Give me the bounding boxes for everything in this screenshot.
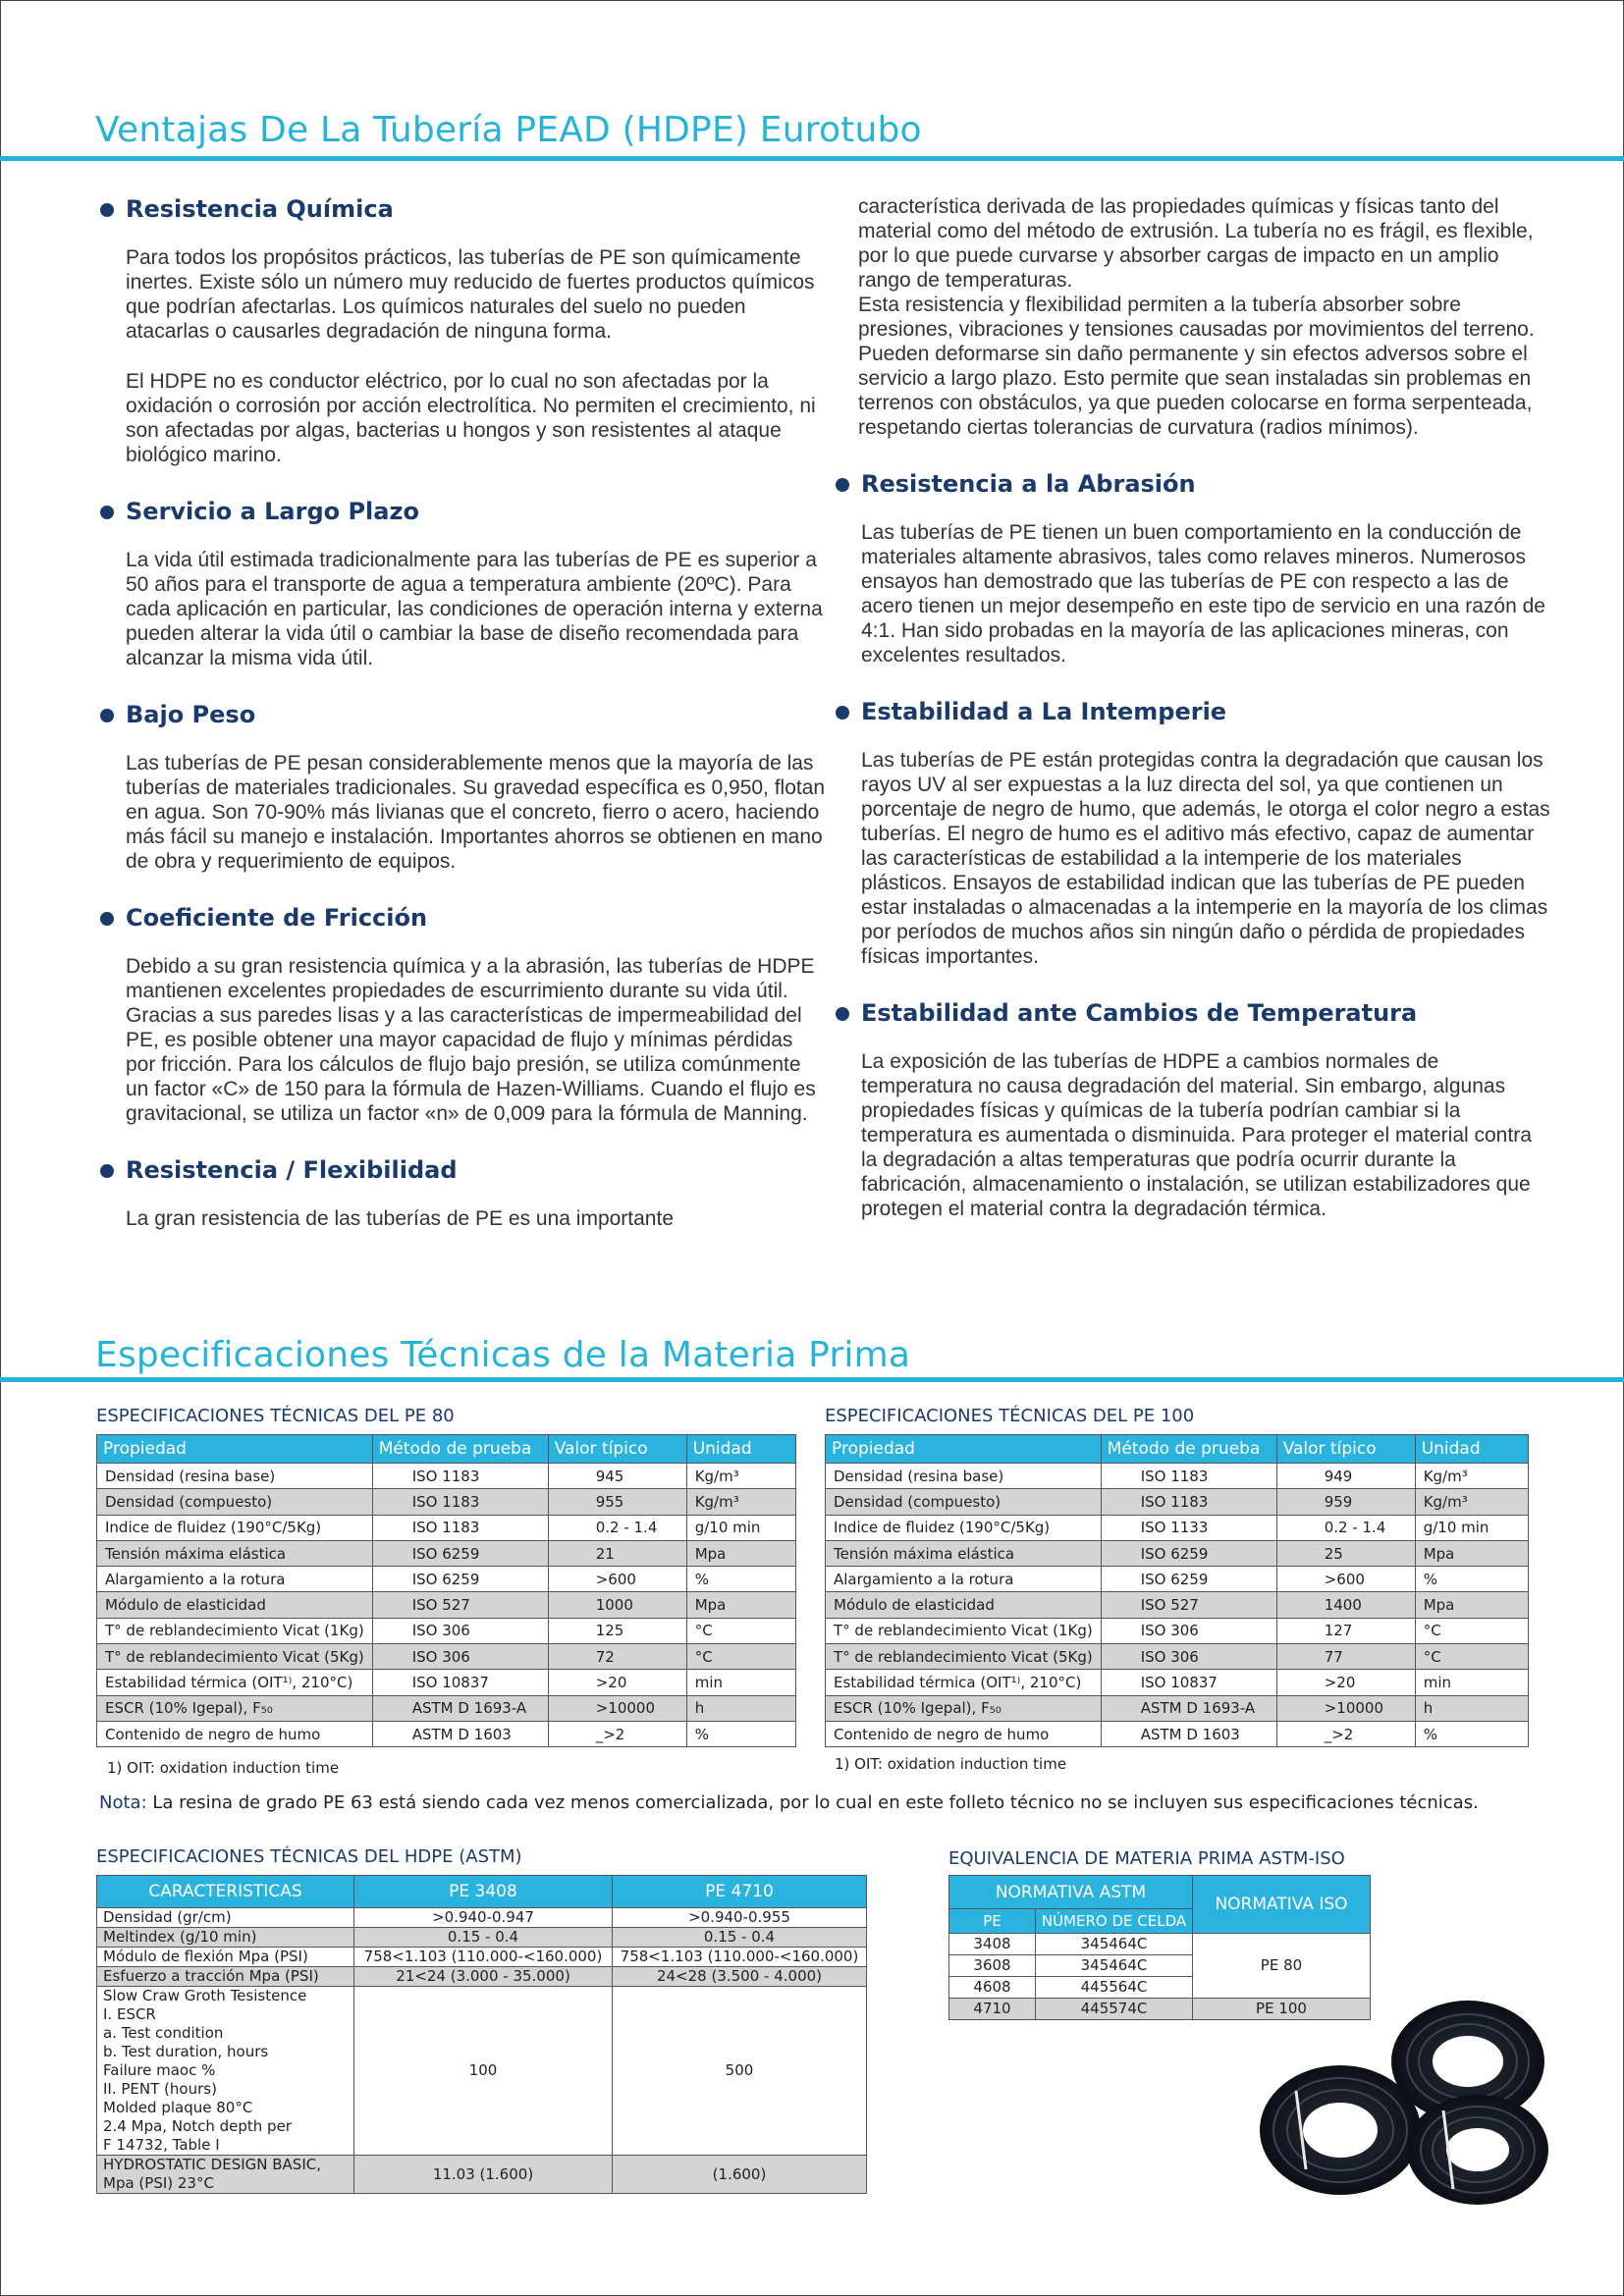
pe80-cell: 125 bbox=[548, 1618, 686, 1643]
hdpe-cell: 11.03 (1.600) bbox=[354, 2156, 613, 2194]
table-row bbox=[97, 2156, 867, 2194]
pe80-cell: % bbox=[686, 1721, 795, 1746]
pe100-cell: Estabilidad térmica (OIT¹⁾, 210°C) bbox=[826, 1670, 1102, 1695]
coil-right bbox=[1407, 2095, 1548, 2205]
section-heading-coeficiente-de-friccion bbox=[100, 903, 827, 933]
hdpe-header-pe4710: PE 4710 bbox=[613, 1876, 867, 1908]
hdpe-cell: Densidad (gr/cm) bbox=[97, 1908, 354, 1928]
pe80-cell: 21 bbox=[548, 1540, 686, 1566]
pe80-header-metodo: Método de prueba bbox=[372, 1435, 548, 1464]
table-row bbox=[97, 1987, 867, 2156]
equiv-cell: 4608 bbox=[949, 1977, 1036, 1999]
section-heading-resistencia-quimica bbox=[100, 194, 827, 224]
table-row bbox=[826, 1464, 1529, 1489]
section-heading-text: Estabilidad a La Intemperie bbox=[861, 698, 1227, 725]
hdpe-cell: 0.15 - 0.4 bbox=[354, 1928, 613, 1948]
spec-title-rule bbox=[0, 1377, 1624, 1382]
pe100-table bbox=[825, 1434, 1529, 1747]
table-row bbox=[826, 1592, 1529, 1618]
pe100-cell: Densidad (resina base) bbox=[826, 1464, 1102, 1489]
equiv-header-celda: NÚMERO DE CELDA bbox=[1036, 1909, 1193, 1934]
pe100-cell: 77 bbox=[1276, 1644, 1415, 1670]
nota-text bbox=[99, 1792, 1479, 1813]
nota-label: Nota: bbox=[99, 1792, 147, 1813]
resistencia-flexibilidad-continuation: característica derivada de las propiedades químicas y físicas tanto del material como del método de extrusión. La tubería no es frágil, es flexible, por lo que puede curvarse y absorber cargas de impacto en un amplio rango de temperaturas. Esta resistencia y flexibilidad permiten a la tubería absorber sobre presiones, vibraciones y tensiones causadas por movimientos del terreno. Pueden deformarse sin daño permanente y sin efectos adversos sobre el servicio a largo plazo. Esto permite que sean instaladas sin problemas en terrenos con obstáculos, ya que pueden colocarse en forma serpenteada, respetando ciertas tolerancias de curvatura (radios mínimos). bbox=[858, 195, 1535, 439]
hdpe-table bbox=[96, 1875, 867, 2194]
pe100-cell: Kg/m³ bbox=[1415, 1464, 1528, 1489]
pe100-cell: ISO 10837 bbox=[1101, 1670, 1276, 1695]
pe80-cell: _>2 bbox=[548, 1721, 686, 1746]
section-heading-text: Resistencia / Flexibilidad bbox=[126, 1156, 458, 1184]
pe80-cell: g/10 min bbox=[686, 1515, 795, 1540]
scg-line: Failure maoc % bbox=[103, 2061, 216, 2079]
pe100-cell: T° de reblandecimiento Vicat (1Kg) bbox=[826, 1618, 1102, 1643]
pe80-table bbox=[96, 1434, 796, 1747]
pe100-cell: ISO 6259 bbox=[1101, 1567, 1276, 1592]
hdpe-cell: >0.940-0.947 bbox=[354, 1908, 613, 1928]
bullet-dot-icon bbox=[100, 912, 114, 926]
pe100-table-title: ESPECIFICACIONES TÉCNICAS DEL PE 100 bbox=[825, 1406, 1195, 1426]
pe80-cell: Mpa bbox=[686, 1592, 795, 1618]
pe80-cell: Contenido de negro de humo bbox=[97, 1721, 373, 1746]
pe100-cell: 959 bbox=[1276, 1489, 1415, 1515]
section-paragraph: El HDPE no es conductor eléctrico, por lo cual no son afectadas por la oxidación o corrosión por acción electrolítica. No permiten el crecimiento, ni son afectadas por algas, bacterias u hongos y son resistentes al ataque biológico marino. bbox=[126, 370, 816, 466]
pe80-cell: Mpa bbox=[686, 1540, 795, 1566]
table-row bbox=[826, 1618, 1529, 1643]
pe100-header-valor: Valor típico bbox=[1276, 1435, 1415, 1464]
pe100-cell: Contenido de negro de humo bbox=[826, 1721, 1102, 1746]
hdpe-cell: >0.940-0.955 bbox=[613, 1908, 867, 1928]
pe100-cell: ASTM D 1693-A bbox=[1101, 1695, 1276, 1721]
right-column bbox=[836, 194, 1552, 1221]
table-row bbox=[97, 1515, 796, 1540]
pe100-cell: h bbox=[1415, 1695, 1528, 1721]
section-heading-text: Resistencia Química bbox=[126, 195, 394, 223]
section-paragraph: La vida útil estimada tradicionalmente para las tuberías de PE es superior a 50 años para el transporte de agua a temperatura ambiente (20ºC). Para cada aplicación en particular, las condiciones de operación interna y externa pueden alterar la vida útil o cambiar la base de diseño recomendada para alcanzar la misma vida útil. bbox=[126, 549, 823, 669]
hdpe-table-title: ESPECIFICACIONES TÉCNICAS DEL HDPE (ASTM) bbox=[96, 1846, 522, 1867]
hdpe-cell: 100 bbox=[354, 1987, 613, 2156]
pe80-table-title: ESPECIFICACIONES TÉCNICAS DEL PE 80 bbox=[96, 1406, 455, 1426]
hdpe-cell: 500 bbox=[613, 1987, 867, 2156]
pe80-cell: >20 bbox=[548, 1670, 686, 1695]
section-paragraph: Las tuberías de PE están protegidas contra la degradación que causan los rayos UV al ser expuestas a la luz directa del sol, ya que contienen un porcentaje de negro de humo, que además, le otorga el color negro a estas tuberías. El negro de humo es el aditivo más efectivo, capaz de aumentar las características de estabilidad a la intemperie de los materiales plásticos. Ensayos de estabilidad indican que las tuberías de PE pueden estar instaladas o almacenadas a la intemperie en la mayoría de los climas por períodos de muchos años sin ningún daño o pérdida de propiedades físicas importantes. bbox=[861, 749, 1550, 968]
table-row bbox=[97, 1464, 796, 1489]
pe100-cell: Tensión máxima elástica bbox=[826, 1540, 1102, 1566]
pe100-cell: T° de reblandecimiento Vicat (5Kg) bbox=[826, 1644, 1102, 1670]
pe100-header-row bbox=[826, 1435, 1529, 1464]
pe80-cell: ASTM D 1693-A bbox=[372, 1695, 548, 1721]
hds-line: HYDROSTATIC DESIGN BASIC, bbox=[103, 2156, 321, 2173]
bullet-dot-icon bbox=[100, 709, 114, 722]
pe100-cell: ESCR (10% Igepal), F₅₀ bbox=[826, 1695, 1102, 1721]
hdpe-cell: 758<1.103 (110.000-<160.000) bbox=[354, 1948, 613, 1967]
pe80-cell: Densidad (resina base) bbox=[97, 1464, 373, 1489]
hdpe-header-row bbox=[97, 1876, 867, 1908]
equiv-cell: 4710 bbox=[949, 1999, 1036, 2020]
pe100-cell: % bbox=[1415, 1721, 1528, 1746]
table-row bbox=[826, 1540, 1529, 1566]
hdpe-cell: Módulo de flexión Mpa (PSI) bbox=[97, 1948, 354, 1967]
section-heading-bajo-peso bbox=[100, 700, 827, 729]
pe100-cell: ISO 306 bbox=[1101, 1644, 1276, 1670]
pe80-cell: ISO 306 bbox=[372, 1644, 548, 1670]
main-title: Ventajas De La Tubería PEAD (HDPE) Eurotubo bbox=[95, 110, 922, 150]
section-heading-text: Servicio a Largo Plazo bbox=[126, 498, 419, 525]
pe100-cell: Mpa bbox=[1415, 1540, 1528, 1566]
pe80-cell: °C bbox=[686, 1618, 795, 1643]
pe80-cell: 72 bbox=[548, 1644, 686, 1670]
pe100-cell: °C bbox=[1415, 1618, 1528, 1643]
equiv-cell: 345464C bbox=[1036, 1934, 1193, 1955]
pe100-cell: 1400 bbox=[1276, 1592, 1415, 1618]
pe80-cell: °C bbox=[686, 1644, 795, 1670]
table-row bbox=[97, 1567, 796, 1592]
bullet-dot-icon bbox=[100, 1164, 114, 1178]
pe100-cell: 0.2 - 1.4 bbox=[1276, 1515, 1415, 1540]
pe80-cell: Tensión máxima elástica bbox=[97, 1540, 373, 1566]
pe80-note: 1) OIT: oxidation induction time bbox=[107, 1759, 340, 1777]
table-row bbox=[97, 1618, 796, 1643]
section-heading-text: Estabilidad ante Cambios de Temperatura bbox=[861, 999, 1418, 1027]
hdpe-cell: Meltindex (g/10 min) bbox=[97, 1928, 354, 1948]
section-heading-estabilidad-ante-cambios-de-temperatura bbox=[836, 998, 1552, 1028]
equiv-header-pe: PE bbox=[949, 1909, 1036, 1934]
pe80-cell: Densidad (compuesto) bbox=[97, 1489, 373, 1515]
equiv-cell: 3408 bbox=[949, 1934, 1036, 1955]
section-paragraph: Las tuberías de PE tienen un buen comportamiento en la conducción de materiales altamente abrasivos, tales como relaves mineros. Numerosos ensayos han demostrado que las tuberías de PE con respecto a las de acero tienen un mejor desempeño en este tipo de servicio en una razón de 4:1. Han sido probadas en la mayoría de las aplicaciones mineras, con excelentes resultados. bbox=[861, 521, 1545, 667]
pe100-cell: Mpa bbox=[1415, 1592, 1528, 1618]
table-row bbox=[826, 1721, 1529, 1746]
pe80-cell: ISO 1183 bbox=[372, 1464, 548, 1489]
table-row bbox=[826, 1489, 1529, 1515]
table-row bbox=[97, 1948, 867, 1967]
section-heading-text: Coeficiente de Fricción bbox=[126, 904, 428, 932]
section-heading-text: Resistencia a la Abrasión bbox=[861, 470, 1196, 498]
section-heading-estabilidad-a-la-intemperie bbox=[836, 697, 1552, 726]
equiv-header-row bbox=[949, 1876, 1371, 1909]
pe80-cell: Alargamiento a la rotura bbox=[97, 1567, 373, 1592]
title-rule bbox=[0, 156, 1624, 161]
pe100-cell: >600 bbox=[1276, 1567, 1415, 1592]
table-row bbox=[826, 1670, 1529, 1695]
pe80-cell: ISO 527 bbox=[372, 1592, 548, 1618]
table-row bbox=[97, 1928, 867, 1948]
pe80-cell: ISO 1183 bbox=[372, 1489, 548, 1515]
section-paragraph: Debido a su gran resistencia química y a la abrasión, las tuberías de HDPE mantienen excelentes propiedades de escurrimiento durante su vida útil. Gracias a sus paredes lisas y a las características de impermeabilidad del PE, es posible obtener una mayor capacidad de flujo y mínimas pérdidas por fricción. Para los cálculos de flujo bajo presión, se utiliza comúnmente un factor «C» de 150 para la fórmula de Hazen-Williams. Cuando el flujo es gravitacional, se utiliza un factor «n» de 0,009 para la fórmula de Manning. bbox=[126, 955, 816, 1125]
equiv-cell: 345464C bbox=[1036, 1955, 1193, 1977]
scg-line: b. Test duration, hours bbox=[103, 2043, 269, 2060]
hdpe-cell: Esfuerzo a tracción Mpa (PSI) bbox=[97, 1967, 354, 1987]
pipe-coils-image bbox=[1257, 1983, 1551, 2209]
pe80-cell: >600 bbox=[548, 1567, 686, 1592]
pe100-cell: 949 bbox=[1276, 1464, 1415, 1489]
pe80-cell: >10000 bbox=[548, 1695, 686, 1721]
pe100-header-metodo: Método de prueba bbox=[1101, 1435, 1276, 1464]
pe80-cell: h bbox=[686, 1695, 795, 1721]
table-row bbox=[97, 1489, 796, 1515]
section-paragraph: Las tuberías de PE pesan considerablemente menos que la mayoría de las tuberías de materiales tradicionales. Su gravedad específica es 0,950, flotan en agua. Son 70-90% más livianas que el concreto, fierro o acero, haciendo más fácil su manejo e instalación. Importantes ahorros se obtienen en mano de obra y requerimiento de equipos. bbox=[126, 752, 826, 873]
pe80-cell: Indice de fluidez (190°C/5Kg) bbox=[97, 1515, 373, 1540]
pe100-cell: _>2 bbox=[1276, 1721, 1415, 1746]
table-row bbox=[826, 1567, 1529, 1592]
hds-line: Mpa (PSI) 23°C bbox=[103, 2174, 214, 2192]
scg-line: a. Test condition bbox=[103, 2024, 224, 2042]
scg-line: Molded plaque 80°C bbox=[103, 2099, 253, 2116]
table-row bbox=[949, 1934, 1371, 1955]
scg-line: F 14732, Table I bbox=[103, 2136, 220, 2154]
left-column bbox=[100, 194, 827, 1231]
hdpe-scg-label bbox=[97, 1987, 354, 2156]
scg-line: I. ESCR bbox=[103, 2005, 156, 2023]
pe100-cell: ASTM D 1603 bbox=[1101, 1721, 1276, 1746]
pe100-cell: Densidad (compuesto) bbox=[826, 1489, 1102, 1515]
pe80-cell: ESCR (10% Igepal), F₅₀ bbox=[97, 1695, 373, 1721]
pe100-cell: >20 bbox=[1276, 1670, 1415, 1695]
pe100-cell: 25 bbox=[1276, 1540, 1415, 1566]
section-heading-servicio-a-largo-plazo bbox=[100, 497, 827, 526]
pe80-header-valor: Valor típico bbox=[548, 1435, 686, 1464]
hdpe-cell: 21<24 (3.000 - 35.000) bbox=[354, 1967, 613, 1987]
pe80-cell: Estabilidad térmica (OIT¹⁾, 210°C) bbox=[97, 1670, 373, 1695]
pe100-cell: ISO 1133 bbox=[1101, 1515, 1276, 1540]
pe100-cell: 127 bbox=[1276, 1618, 1415, 1643]
table-row bbox=[97, 1695, 796, 1721]
pe100-cell: °C bbox=[1415, 1644, 1528, 1670]
hdpe-cell: 758<1.103 (110.000-<160.000) bbox=[613, 1948, 867, 1967]
bullet-dot-icon bbox=[836, 478, 849, 492]
hdpe-cell: 0.15 - 0.4 bbox=[613, 1928, 867, 1948]
pe80-cell: min bbox=[686, 1670, 795, 1695]
scg-line: II. PENT (hours) bbox=[103, 2080, 217, 2098]
bullet-dot-icon bbox=[100, 506, 114, 519]
pe80-cell: 1000 bbox=[548, 1592, 686, 1618]
pe80-cell: ISO 1183 bbox=[372, 1515, 548, 1540]
pe100-cell: Kg/m³ bbox=[1415, 1489, 1528, 1515]
table-row bbox=[826, 1515, 1529, 1540]
equiv-header-astm: NORMATIVA ASTM bbox=[949, 1876, 1193, 1909]
pe80-header-unidad: Unidad bbox=[686, 1435, 795, 1464]
table-row bbox=[97, 1908, 867, 1928]
hdpe-hds-label bbox=[97, 2156, 354, 2194]
pe80-cell: ISO 6259 bbox=[372, 1567, 548, 1592]
pe100-cell: ISO 1183 bbox=[1101, 1464, 1276, 1489]
table-row bbox=[826, 1644, 1529, 1670]
section-paragraph: La gran resistencia de las tuberías de PE es una importante bbox=[126, 1207, 674, 1230]
pe100-cell: ISO 6259 bbox=[1101, 1540, 1276, 1566]
pe80-cell: Kg/m³ bbox=[686, 1489, 795, 1515]
pe80-header-propiedad: Propiedad bbox=[97, 1435, 373, 1464]
hdpe-cell: 24<28 (3.500 - 4.000) bbox=[613, 1967, 867, 1987]
pe80-cell: T° de reblandecimiento Vicat (1Kg) bbox=[97, 1618, 373, 1643]
hdpe-cell: (1.600) bbox=[613, 2156, 867, 2194]
pe80-cell: 0.2 - 1.4 bbox=[548, 1515, 686, 1540]
pe100-cell: Módulo de elasticidad bbox=[826, 1592, 1102, 1618]
pe80-cell: 955 bbox=[548, 1489, 686, 1515]
equiv-cell: 445574C bbox=[1036, 1999, 1193, 2020]
section-heading-text: Bajo Peso bbox=[126, 701, 256, 728]
equiv-iso-pe100: PE 100 bbox=[1193, 1999, 1371, 2020]
pe100-cell: >10000 bbox=[1276, 1695, 1415, 1721]
pe100-cell: % bbox=[1415, 1567, 1528, 1592]
hdpe-header-caracteristicas: CARACTERISTICAS bbox=[97, 1876, 354, 1908]
equiv-cell: 3608 bbox=[949, 1955, 1036, 1977]
pe100-cell: ISO 1183 bbox=[1101, 1489, 1276, 1515]
table-row bbox=[97, 1721, 796, 1746]
equiv-table-title: EQUIVALENCIA DE MATERIA PRIMA ASTM-ISO bbox=[948, 1848, 1345, 1869]
equiv-cell: 445564C bbox=[1036, 1977, 1193, 1999]
pe80-cell: ASTM D 1603 bbox=[372, 1721, 548, 1746]
table-row bbox=[97, 1540, 796, 1566]
spec-title: Especificaciones Técnicas de la Materia Prima bbox=[95, 1335, 911, 1375]
pe80-cell: 945 bbox=[548, 1464, 686, 1489]
pe80-header-row bbox=[97, 1435, 796, 1464]
pe80-cell: T° de reblandecimiento Vicat (5Kg) bbox=[97, 1644, 373, 1670]
bullet-dot-icon bbox=[100, 203, 114, 217]
table-row bbox=[97, 1644, 796, 1670]
table-row bbox=[97, 1592, 796, 1618]
coil-left bbox=[1260, 2065, 1421, 2195]
bullet-dot-icon bbox=[836, 1007, 849, 1021]
equiv-header-iso: NORMATIVA ISO bbox=[1193, 1876, 1371, 1934]
table-row bbox=[97, 1967, 867, 1987]
pe80-cell: Módulo de elasticidad bbox=[97, 1592, 373, 1618]
section-paragraph: Para todos los propósitos prácticos, las tuberías de PE son químicamente inertes. Existe sólo un número muy reducido de fuertes productos químicos que podrían afectarlas. Los químicos naturales del suelo no pueden atacarlas o causarles degradación de ninguna forma. bbox=[126, 246, 815, 343]
equiv-iso-pe80: PE 80 bbox=[1193, 1934, 1371, 1999]
table-row bbox=[97, 1670, 796, 1695]
pe100-cell: Indice de fluidez (190°C/5Kg) bbox=[826, 1515, 1102, 1540]
pe80-cell: ISO 10837 bbox=[372, 1670, 548, 1695]
hdpe-header-pe3408: PE 3408 bbox=[354, 1876, 613, 1908]
nota-body: La resina de grado PE 63 está siendo cada vez menos comercializada, por lo cual en este folleto técnico no se incluyen sus especificaciones técnicas. bbox=[146, 1792, 1479, 1813]
pe80-cell: Kg/m³ bbox=[686, 1464, 795, 1489]
pe80-cell: ISO 306 bbox=[372, 1618, 548, 1643]
scg-line: Slow Craw Groth Tesistence bbox=[103, 1987, 307, 2004]
pe100-cell: Alargamiento a la rotura bbox=[826, 1567, 1102, 1592]
pe100-cell: min bbox=[1415, 1670, 1528, 1695]
bullet-dot-icon bbox=[836, 706, 849, 720]
pe100-header-propiedad: Propiedad bbox=[826, 1435, 1102, 1464]
pe100-cell: ISO 306 bbox=[1101, 1618, 1276, 1643]
section-heading-resistencia-a-la-abrasion bbox=[836, 469, 1552, 499]
pe80-cell: % bbox=[686, 1567, 795, 1592]
pe100-header-unidad: Unidad bbox=[1415, 1435, 1528, 1464]
section-paragraph: La exposición de las tuberías de HDPE a cambios normales de temperatura no causa degradación del material. Sin embargo, algunas propiedades físicas y químicas de la tubería podrían cambiar si la temperatura es aumentada o disminuida. Para proteger el material contra la degradación a altas temperaturas que podría ocurrir durante la fabricación, almacenamiento o instalación, se utilizan estabilizadores que protegen el material contra la degradación térmica. bbox=[861, 1050, 1532, 1220]
pe80-cell: ISO 6259 bbox=[372, 1540, 548, 1566]
scg-line: 2.4 Mpa, Notch depth per bbox=[103, 2117, 292, 2135]
pe100-cell: ISO 527 bbox=[1101, 1592, 1276, 1618]
table-row bbox=[826, 1695, 1529, 1721]
pe100-cell: g/10 min bbox=[1415, 1515, 1528, 1540]
pe100-note: 1) OIT: oxidation induction time bbox=[835, 1755, 1067, 1773]
section-heading-resistencia-flexibilidad bbox=[100, 1155, 827, 1185]
